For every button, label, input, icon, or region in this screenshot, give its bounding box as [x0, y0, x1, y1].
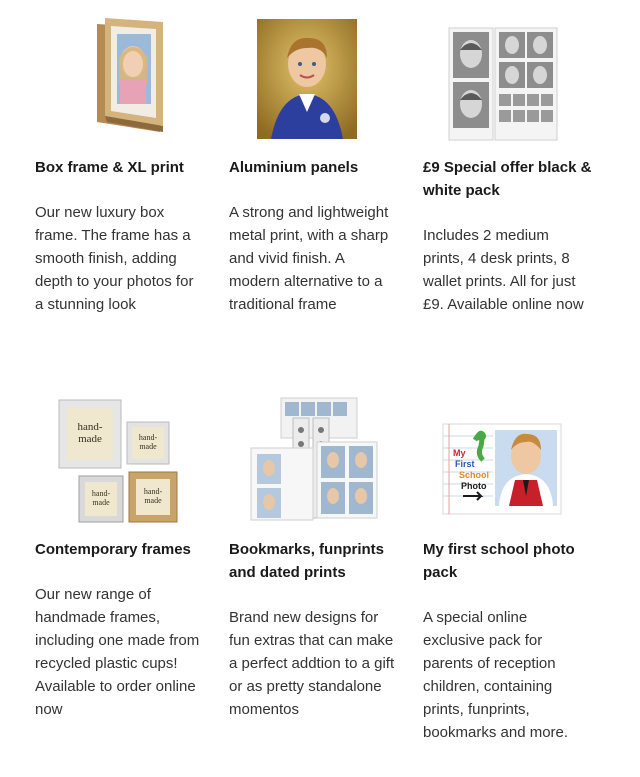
product-card[interactable] [423, 14, 593, 316]
svg-text:First: First [455, 459, 475, 469]
svg-text:School: School [459, 470, 490, 480]
product-title: £9 Special offer black & white pack [423, 159, 592, 199]
product-title: Aluminium panels [229, 159, 359, 176]
svg-text:made: made [78, 433, 102, 445]
aluminium-panel-image[interactable] [229, 14, 399, 142]
product-description: A strong and lightweight metal print, with a sharp and vivid finish. A modern alternative to a traditional frame [229, 204, 389, 313]
product-description: Includes 2 medium prints, 4 desk prints, 8 wallet prints. All for just £9. Available online now [423, 227, 584, 313]
svg-text:made: made [92, 498, 110, 507]
product-title: Contemporary frames [35, 541, 191, 558]
product-card[interactable] [229, 396, 399, 721]
product-description: Our new range of handmade frames, including one made from recycled plastic cups! Available to order online now [35, 586, 200, 718]
svg-text:hand-: hand- [91, 489, 111, 498]
svg-text:hand-: hand- [143, 487, 163, 496]
product-card[interactable] [229, 14, 399, 316]
svg-text:Photo: Photo [461, 481, 487, 491]
product-card[interactable] [423, 396, 593, 744]
product-description: A special online exclusive pack for parents of reception children, containing prints, funprints, bookmarks and more. [423, 609, 569, 741]
product-card[interactable] [35, 14, 205, 316]
bw-pack-image[interactable] [423, 14, 593, 142]
product-description: Brand new designs for fun extras that can make a perfect addtion to a gift or as pretty standalone momentos [229, 609, 395, 718]
product-title: Box frame & XL print [35, 159, 184, 176]
svg-text:made: made [139, 442, 157, 451]
bookmarks-image[interactable] [229, 396, 399, 524]
svg-text:hand-: hand- [77, 421, 103, 433]
product-card[interactable] [35, 396, 205, 721]
box-frame-image[interactable] [35, 14, 205, 142]
first-school-photo-image[interactable] [423, 396, 593, 524]
handmade-frames-image[interactable] [35, 396, 205, 524]
svg-text:My: My [453, 448, 466, 458]
svg-text:hand-: hand- [138, 433, 158, 442]
product-description: Our new luxury box frame. The frame has a smooth finish, adding depth to your photos for a stunning look [35, 204, 194, 313]
product-title: Bookmarks, funprints and dated prints [229, 541, 385, 581]
product-title: My first school photo pack [423, 541, 575, 581]
svg-text:made: made [144, 496, 162, 505]
